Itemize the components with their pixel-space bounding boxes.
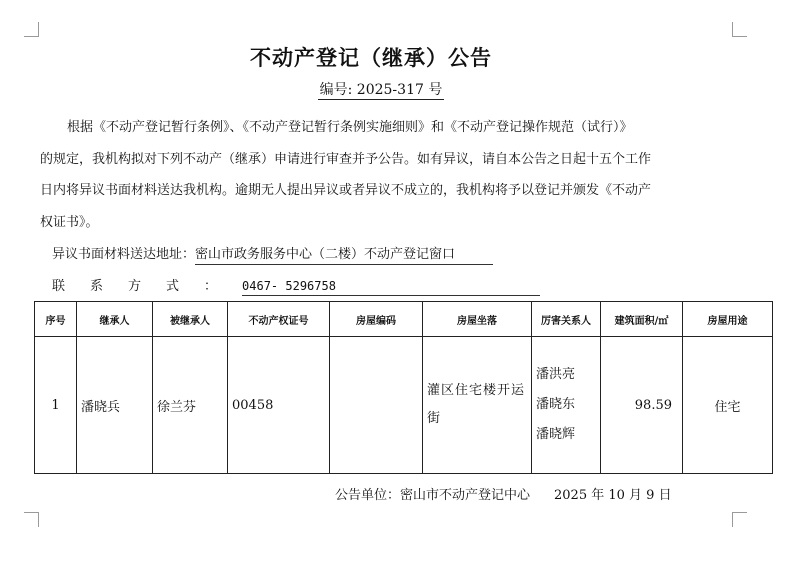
notice-footer (335, 484, 672, 503)
corner-mark-top-right (732, 22, 747, 37)
corner-mark-bottom-left (24, 512, 39, 527)
document-number (0, 79, 762, 99)
header-heir: 继承人 (77, 302, 153, 337)
objection-address (52, 243, 493, 265)
header-area: 建筑面积/㎡ (601, 302, 683, 337)
header-location: 房屋坐落 (423, 302, 532, 337)
header-cert-no: 不动产权证号 (228, 302, 330, 337)
body-line: 的规定，我机构拟对下列不动产（继承）申请进行审查并予公告。如有异议，请自本公告之日起十五个工作 (40, 151, 652, 167)
body-line: 权证书》。 (40, 214, 99, 230)
header-interested-parties: 厉害关系人 (532, 302, 601, 337)
cell-area: 98.59 (601, 337, 683, 474)
table-row (35, 337, 773, 474)
document-number-text: 编号: 2025-317 号 (319, 82, 443, 98)
header-house-code: 房屋编码 (330, 302, 423, 337)
cell-location: 灌区住宅楼开运街 (423, 337, 532, 474)
issue-date: 2025 年 10 月 9 日 (554, 488, 672, 503)
contact-phone: 0467- 5296758 (242, 279, 540, 296)
objection-address-label: 异议书面材料送达地址： (52, 247, 196, 262)
corner-mark-top-left (24, 22, 39, 37)
cell-heir: 潘晓兵 (77, 337, 153, 474)
body-line: 日内将异议书面材料送达我机构。逾期无人提出异议或者异议不成立的，我机构将予以登记并颁发《不动产 (40, 183, 652, 198)
header-deceased: 被继承人 (153, 302, 228, 337)
issuing-unit: 公告单位：密山市不动产登记中心 (335, 488, 531, 503)
interested-party: 潘晓东 (536, 397, 576, 412)
header-index: 序号 (35, 302, 77, 337)
registration-table (34, 301, 773, 474)
cell-interested-parties (532, 337, 601, 474)
header-usage: 房屋用途 (683, 302, 773, 337)
cell-usage: 住宅 (683, 337, 773, 474)
interested-party: 潘洪亮 (536, 367, 576, 382)
cell-house-code (330, 337, 423, 474)
objection-address-value: 密山市政务服务中心（二楼）不动产登记窗口 (195, 243, 493, 265)
cell-cert-no: 00458 (228, 337, 330, 474)
cell-index: 1 (35, 337, 77, 474)
table-header-row (35, 302, 773, 337)
notice-body (40, 112, 730, 238)
page-title: 不动产登记（继承）公告 (250, 45, 492, 70)
corner-mark-bottom-right (732, 512, 747, 527)
body-line: 根据《不动产登记暂行条例》、《不动产登记暂行条例实施细则》和《不动产登记操作规范（试行）》 (67, 120, 633, 135)
contact-info (52, 275, 540, 296)
interested-party: 潘晓辉 (536, 427, 576, 442)
cell-deceased: 徐兰芬 (153, 337, 228, 474)
contact-label: 联系方式： (52, 279, 243, 294)
